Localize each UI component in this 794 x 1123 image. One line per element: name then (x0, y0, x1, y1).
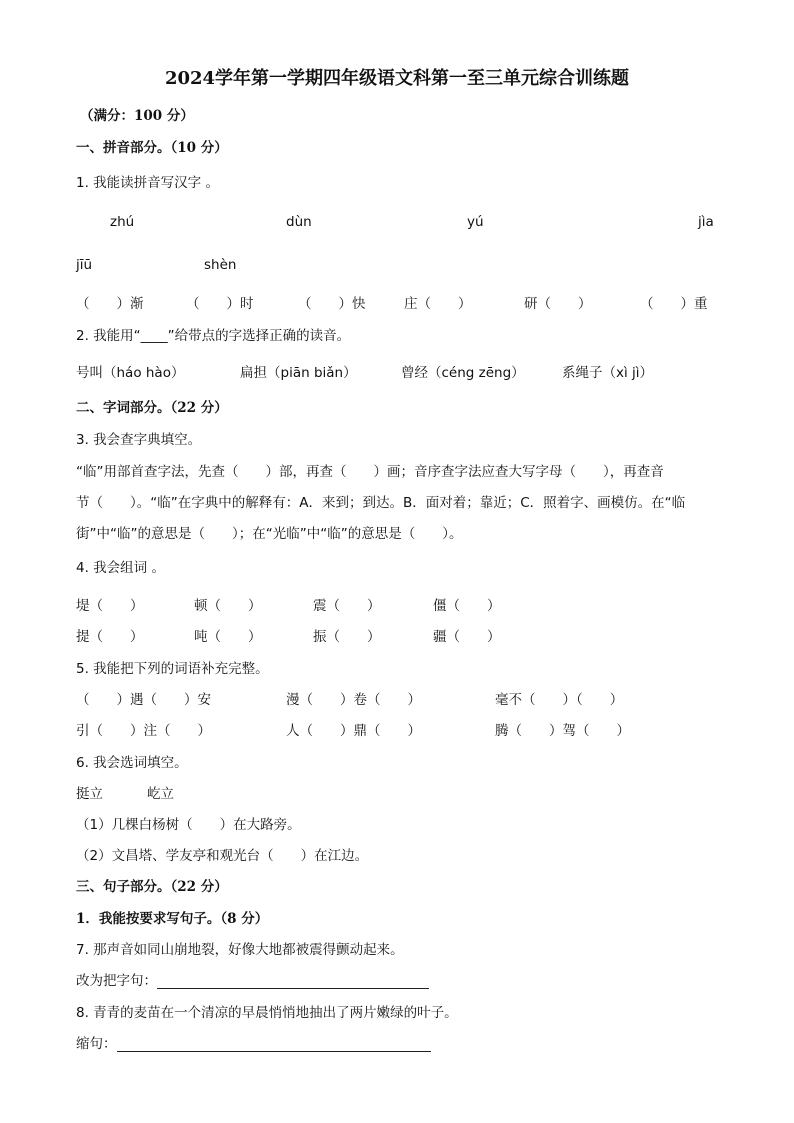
pinyin-label: zhú (110, 214, 135, 230)
word-blank[interactable]: 疆（ ） (433, 629, 501, 645)
reading-choice[interactable]: 扁担（piān biǎn） (240, 365, 357, 381)
question-2-prompt: 2. 我能用“____”给带点的字选择正确的读音。 (76, 328, 351, 344)
answer-blank[interactable]: 庄（ ） (404, 296, 472, 312)
question-8-sentence: 8. 青青的麦苗在一个清凉的早晨悄悄地抽出了两片嫩绿的叶子。 (76, 1005, 458, 1021)
answer-blank[interactable]: （ ）重 (640, 296, 708, 312)
word-blank[interactable]: 吨（ ） (194, 629, 262, 645)
question-5-prompt: 5. 我能把下列的词语补充完整。 (76, 661, 269, 677)
word-blank[interactable]: 提（ ） (76, 629, 144, 645)
score-note: （满分：100 分） (80, 108, 194, 124)
pinyin-label: jīū (76, 257, 93, 273)
idiom-blank[interactable]: 毫不（ ）（ ） (495, 692, 624, 708)
fill-sentence[interactable]: （2）文昌塔、学友亭和观光台（ ）在江边。 (76, 848, 369, 864)
section-heading-sentences: 三、句子部分。（22 分） (76, 879, 228, 895)
fill-sentence[interactable]: （1）几棵白杨树（ ）在大路旁。 (76, 817, 301, 833)
answer-blank[interactable]: （ ）快 (298, 296, 366, 312)
question-3-text: “临”用部首查字法，先查（ ）部，再查（ ）画；音序查字法应查大写字母（ ），再查音 (76, 464, 664, 480)
idiom-blank[interactable]: 漫（ ）卷（ ） (286, 692, 421, 708)
answer-blank[interactable]: （ ）时 (186, 296, 254, 312)
question-3-text: 街”中“临”的意思是（ ）；在“光临”中“临”的意思是（ ）。 (76, 526, 463, 542)
reading-choice[interactable]: 系绳子（xì jì） (562, 365, 654, 381)
section-heading-words: 二、字词部分。（22 分） (76, 400, 228, 416)
answer-label: 改为把字句： (76, 973, 157, 989)
question-3-prompt: 3. 我会查字典填空。 (76, 432, 202, 448)
word-choice: 挺立 (76, 786, 103, 802)
reading-choice[interactable]: 曾经（céng zēng） (401, 365, 525, 381)
pinyin-label: jìa (698, 214, 714, 230)
reading-choice[interactable]: 号叫（háo hào） (76, 365, 185, 381)
word-blank[interactable]: 振（ ） (313, 629, 381, 645)
word-blank[interactable]: 堤（ ） (76, 598, 144, 614)
idiom-blank[interactable]: 引（ ）注（ ） (76, 723, 211, 739)
question-4-prompt: 4. 我会组词 。 (76, 560, 165, 576)
question-7-answer-row (76, 969, 429, 989)
answer-line[interactable] (157, 974, 429, 989)
answer-blank[interactable]: （ ）渐 (76, 296, 144, 312)
pinyin-label: dùn (286, 214, 312, 230)
subsection-heading: 1．我能按要求写句子。（8 分） (76, 911, 269, 927)
word-choice: 屹立 (147, 786, 174, 802)
question-3-text: 节（ ）。“临”在字典中的解释有：A．来到；到达。B．面对着；靠近；C．照着字、画模仿。在“临 (76, 495, 686, 511)
section-heading-pinyin: 一、拼音部分。（10 分） (76, 140, 228, 156)
pinyin-label: shèn (204, 257, 237, 273)
answer-blank[interactable]: 研（ ） (524, 296, 592, 312)
question-7-sentence: 7. 那声音如同山崩地裂，好像大地都被震得颤动起来。 (76, 942, 404, 958)
idiom-blank[interactable]: （ ）遇（ ）安 (76, 692, 211, 708)
word-blank[interactable]: 震（ ） (313, 598, 381, 614)
question-8-answer-row (76, 1032, 431, 1052)
question-1-prompt: 1. 我能读拼音写汉字 。 (76, 175, 219, 191)
page-title: 2024学年第一学期四年级语文科第一至三单元综合训练题 (164, 68, 630, 89)
pinyin-label: yú (467, 214, 484, 230)
idiom-blank[interactable]: 人（ ）鼎（ ） (286, 723, 421, 739)
word-blank[interactable]: 僵（ ） (433, 598, 501, 614)
answer-label: 缩句： (76, 1036, 117, 1052)
question-6-prompt: 6. 我会选词填空。 (76, 755, 188, 771)
word-blank[interactable]: 顿（ ） (194, 598, 262, 614)
answer-line[interactable] (117, 1037, 431, 1052)
idiom-blank[interactable]: 腾（ ）驾（ ） (495, 723, 630, 739)
